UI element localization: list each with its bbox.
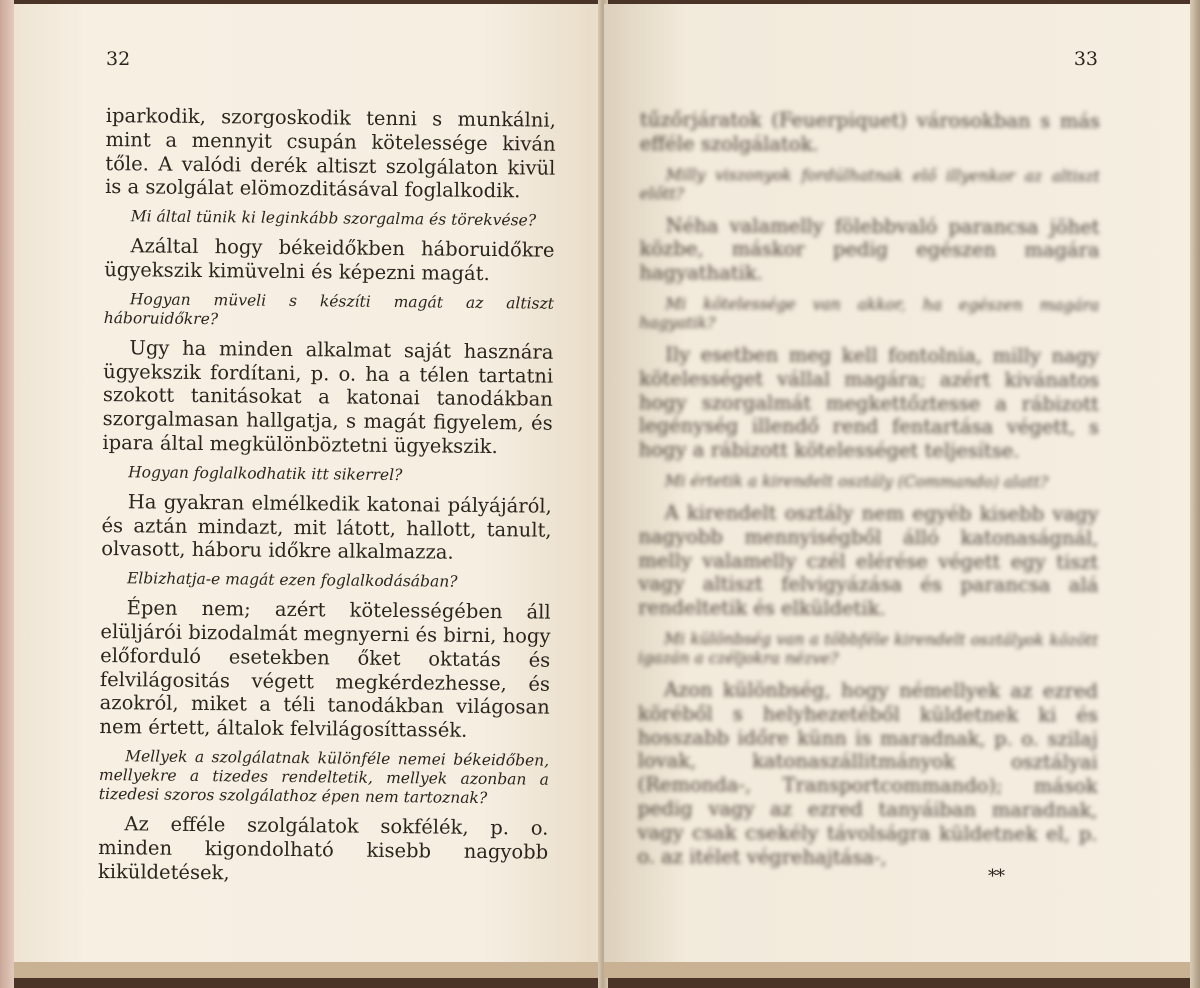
left-question-7: Elbizhatja-e magát ezen foglalkodásában? [126, 569, 458, 591]
left-paragraph-2: Azáltal hogy békeidőkben háboruidőkre ügyekszik kimüvelni és képezni magát. [104, 234, 555, 286]
left-paragraph-6: Ha gyakran elmélkedik katonai pályájáról, és aztán mindazt, mit látott, hallott, tanult, olvasott, háboru időkre alkalmazza. [101, 490, 552, 565]
left-question-1: Mi által tünik ki leginkább szorgalma és törekvése? [130, 207, 537, 230]
left-paragraph-8: Épen nem; azért kötelességében áll elüljárói bizodalmát megnyerni és birni, hogy előforduló esetekben őket oktatás és felvilágositás végett megkérdezhesse, és azokról, miket a téli tanodákban világosan nem értett, általok felvilágosíttassék. [99, 596, 551, 742]
book-cover-edge-right [1190, 0, 1200, 988]
right-question-5: Mi értetik a kirendelt osztály (Commando) alatt? [664, 472, 1049, 492]
left-question-3: Hogyan müveli s készíti magát az altiszt háboruidőkre? [103, 290, 555, 328]
left-page-text [98, 104, 556, 896]
right-paragraph-6: A kirendelt osztály nem egyéb kisebb vagy nagyobb mennyiségből álló katonaságnál, melly valamelly czél elérése végett egy tiszt vagy altiszt felvigyázása és parancsa alá rendeltetik és elküldetik. [638, 501, 1099, 621]
right-question-7: Mi különbség van a többféle kirendelt osztályok között igazán a czéljokra nézve? [638, 630, 1099, 668]
left-paragraph-4: Ugy ha minden alkalmat saját hasznára ügyekszik fordítani, p. o. ha a télen tartatni szokott tanitásokat a katonai tanodákban szorgalmasan hallgatja, s magát figyelem, és ipara által megkülönböztetni ügyekszik. [102, 336, 554, 459]
right-paragraph-8: Azon különbség, hogy némellyek az ezred köréből s helyhezetéből küldetnek ki és hosszabb időre künn is maradnak, p. o. szilaj lovak, katonaszállitmányok osztályai (Remonda-, Transportcommando); mások pedig vagy az ezred tanyáiban maradnak, vagy csak csekély távolságra küldetnek el, p. o. az itélet végrehajtása-, [637, 678, 1099, 869]
left-question-9: Mellyek a szolgálatnak különféle nemei békeidőben, mellyekre a tizedes rendeltetik, mellyek azonban a tizedesi szoros szolgálathoz épen nem tartoznak? [98, 747, 550, 807]
left-paragraph-10: Az efféle szolgálatok sokfélék, p. o. minden kigondolható kisebb nagyobb kiküldetések, [97, 812, 549, 884]
page-number-left: 32 [106, 48, 131, 70]
right-paragraph-4: Ily esetben meg kell fontolnia, milly nagy kötelességet vállal magára; azért kivánatos hogy szorgalmát megkettőztesse a rábizott legénység illendő rend fentartása végett, s hogy a rábizott kötelességet teljesítse. [638, 343, 1100, 463]
page-number-right: 33 [1073, 48, 1098, 70]
right-paragraph-0: tűzőrjáratok (Feuerpiquet) városokban s más efféle szolgálatok. [639, 108, 1100, 156]
right-question-1: Milly viszonyok fordúlhatnak elő illyenkor az altiszt előtt? [639, 165, 1100, 203]
right-page-text [637, 108, 1100, 880]
signature-mark: ** [988, 866, 1004, 887]
right-paragraph-2: Néha valamelly fölebbvaló parancsa jöhet közbe, máskor pedig egészen magára hagyathatik. [639, 213, 1100, 285]
right-page [604, 4, 1192, 978]
right-question-3: Mi kötelessége van akkor, ha egészen magára hagyatik? [639, 295, 1100, 333]
book-cover-edge-left [0, 0, 14, 988]
left-paragraph-0: iparkodik, szorgoskodik tenni s munkálni, mint a mennyit csupán kötelessége kiván tőle. A valódi derék altiszt szolgálaton kivül is a szolgálat elömozditásával foglalkodik. [105, 104, 556, 203]
left-page [14, 4, 602, 978]
left-question-5: Hogyan foglalkodhatik itt sikerrel? [128, 463, 403, 484]
